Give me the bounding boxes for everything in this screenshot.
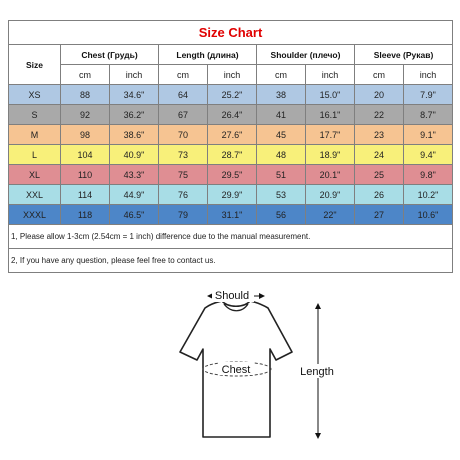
cell-sleeve-cm: 25 [355,165,404,185]
shoulder-column-header: Shoulder (плечо) [257,45,355,65]
cell-chest-in: 40.9" [110,145,159,165]
cell-size: S [9,105,61,125]
cell-size: M [9,125,61,145]
cell-chest-cm: 110 [61,165,110,185]
cell-length-cm: 67 [159,105,208,125]
cell-sleeve-cm: 22 [355,105,404,125]
cell-sleeve-in: 9.1" [404,125,453,145]
contact-note: 2, If you have any question, please feel free to contact us. [9,249,453,273]
cell-shoulder-cm: 53 [257,185,306,205]
cell-chest-in: 34.6" [110,85,159,105]
cell-shoulder-cm: 48 [257,145,306,165]
cell-shoulder-in: 17.7" [306,125,355,145]
cell-chest-in: 36.2" [110,105,159,125]
cell-length-in: 27.6" [208,125,257,145]
unit-inch: inch [306,65,355,85]
shoulder-label: Should [214,290,250,302]
cell-shoulder-cm: 51 [257,165,306,185]
cell-length-cm: 70 [159,125,208,145]
cell-size: XL [9,165,61,185]
cell-chest-cm: 114 [61,185,110,205]
cell-length-cm: 75 [159,165,208,185]
chest-column-header: Chest (Грудь) [61,45,159,65]
cell-sleeve-in: 9.4" [404,145,453,165]
cell-length-in: 29.5" [208,165,257,185]
cell-chest-cm: 88 [61,85,110,105]
unit-inch: inch [208,65,257,85]
cell-shoulder-cm: 56 [257,205,306,225]
length-column-header: Length (длина) [159,45,257,65]
sleeve-column-header: Sleeve (Рукав) [355,45,453,65]
unit-cm: cm [61,65,110,85]
cell-sleeve-in: 7.9" [404,85,453,105]
cell-shoulder-cm: 45 [257,125,306,145]
cell-sleeve-cm: 20 [355,85,404,105]
table-row [9,185,453,205]
length-label: Length [300,366,334,378]
cell-chest-cm: 118 [61,205,110,225]
table-row [9,105,453,125]
cell-length-cm: 76 [159,185,208,205]
cell-length-in: 25.2" [208,85,257,105]
size-column-header: Size [9,45,61,85]
cell-sleeve-in: 8.7" [404,105,453,125]
table-row [9,145,453,165]
cell-length-in: 31.1" [208,205,257,225]
cell-sleeve-cm: 23 [355,125,404,145]
table-row [9,125,453,145]
cell-shoulder-in: 16.1" [306,105,355,125]
unit-inch: inch [110,65,159,85]
cell-shoulder-in: 18.9" [306,145,355,165]
cell-sleeve-in: 10.2" [404,185,453,205]
cell-length-cm: 64 [159,85,208,105]
cell-length-cm: 79 [159,205,208,225]
chart-title: Size Chart [9,21,453,45]
unit-cm: cm [159,65,208,85]
cell-sleeve-cm: 24 [355,145,404,165]
cell-chest-in: 43.3" [110,165,159,185]
cell-size: XS [9,85,61,105]
chest-label: Chest [221,364,251,376]
cell-chest-in: 44.9" [110,185,159,205]
cell-size: L [9,145,61,165]
cell-shoulder-cm: 41 [257,105,306,125]
cell-sleeve-in: 10.6" [404,205,453,225]
unit-cm: cm [355,65,404,85]
cell-length-in: 28.7" [208,145,257,165]
cell-length-cm: 73 [159,145,208,165]
table-row [9,85,453,105]
cell-shoulder-cm: 38 [257,85,306,105]
cell-sleeve-cm: 27 [355,205,404,225]
cell-shoulder-in: 20.9" [306,185,355,205]
size-chart [8,20,452,273]
cell-chest-in: 38.6" [110,125,159,145]
tshirt-measurement-diagram [140,286,340,450]
unit-inch: inch [404,65,453,85]
cell-shoulder-in: 15.0" [306,85,355,105]
cell-shoulder-in: 20.1" [306,165,355,185]
cell-size: XXL [9,185,61,205]
cell-size: XXXL [9,205,61,225]
measurement-note: 1, Please allow 1-3cm (2.54cm = 1 inch) difference due to the manual measurement. [9,225,453,249]
size-chart-table [8,20,453,273]
cell-chest-cm: 98 [61,125,110,145]
cell-sleeve-cm: 26 [355,185,404,205]
cell-chest-cm: 92 [61,105,110,125]
cell-sleeve-in: 9.8" [404,165,453,185]
unit-cm: cm [257,65,306,85]
table-row [9,165,453,185]
cell-chest-cm: 104 [61,145,110,165]
cell-length-in: 26.4" [208,105,257,125]
cell-shoulder-in: 22" [306,205,355,225]
cell-chest-in: 46.5" [110,205,159,225]
table-row [9,205,453,225]
cell-length-in: 29.9" [208,185,257,205]
